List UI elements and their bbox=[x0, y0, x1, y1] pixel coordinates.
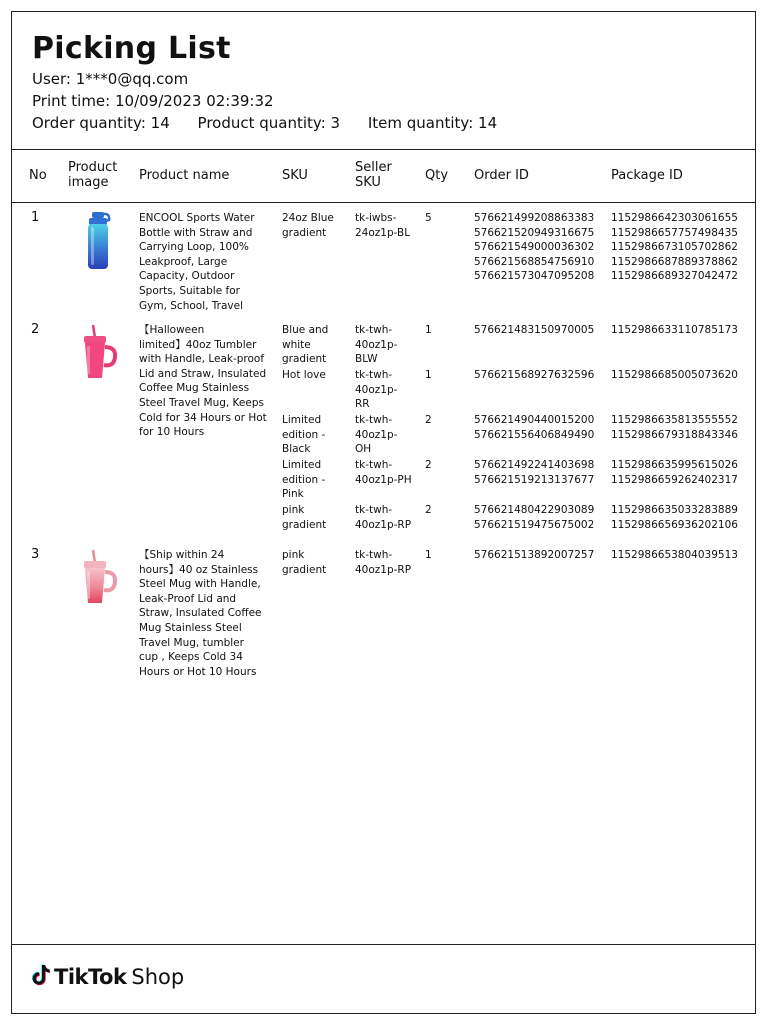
col-header-image-line1: Product bbox=[68, 160, 118, 175]
row-number: 2 bbox=[31, 322, 40, 337]
seller-sku-line: 40oz1p-PH bbox=[355, 473, 412, 486]
order-id: 576621568854756910 bbox=[474, 255, 595, 268]
seller-sku-value bbox=[355, 503, 411, 532]
col-header-name: Product name bbox=[139, 168, 230, 183]
product-name-line: Gym, School, Travel bbox=[139, 299, 244, 312]
order-id-list bbox=[474, 458, 594, 487]
sku-line: Blue and bbox=[282, 324, 329, 336]
qty-value: 2 bbox=[425, 414, 432, 426]
col-header-package-id: Package ID bbox=[611, 168, 683, 183]
order-id-list bbox=[474, 211, 594, 284]
sku-value bbox=[282, 323, 328, 367]
order-id: 576621519475675002 bbox=[474, 518, 595, 531]
seller-sku-value bbox=[355, 413, 397, 457]
pink-gradient-tumbler-image bbox=[72, 548, 120, 608]
qty-value: 5 bbox=[425, 212, 432, 224]
sku-line: Black bbox=[282, 443, 311, 456]
package-id: 1152986679318843346 bbox=[611, 428, 738, 441]
order-id: 576621519213137677 bbox=[474, 473, 595, 486]
package-id: 1152986689327042472 bbox=[611, 270, 738, 283]
tiktok-wordmark: TikTok bbox=[54, 965, 127, 989]
seller-sku-line: tk-twh- bbox=[355, 549, 393, 561]
product-name-line: cup , Keeps Cold 34 bbox=[139, 651, 243, 664]
item-quantity: Item quantity: 14 bbox=[367, 114, 498, 132]
order-id: 576621490440015200 bbox=[474, 414, 595, 426]
product-name-line: 【Halloween bbox=[139, 324, 205, 336]
product-name-line: Travel Mug, tumbler bbox=[139, 636, 244, 649]
tiktok-shop-logo bbox=[32, 964, 184, 990]
col-header-seller-sku bbox=[355, 160, 392, 190]
package-id: 1152986635813555552 bbox=[611, 414, 738, 426]
order-id: 576621568927632596 bbox=[474, 369, 595, 381]
order-id: 576621513892007257 bbox=[474, 549, 595, 561]
seller-sku-value bbox=[355, 323, 397, 367]
picking-list-sheet bbox=[11, 11, 756, 1014]
package-id: 1152986633110785173 bbox=[611, 324, 738, 336]
product-name-line: Sports, Suitable for bbox=[139, 284, 240, 297]
order-quantity: Order quantity: 14 bbox=[32, 114, 170, 132]
package-id-list bbox=[611, 458, 738, 487]
qty-value: 1 bbox=[425, 549, 432, 561]
seller-sku-line: 24oz1p-BL bbox=[355, 226, 411, 239]
sku-line: gradient bbox=[282, 353, 327, 366]
seller-sku-line: tk-twh- bbox=[355, 324, 393, 336]
qty-value: 1 bbox=[425, 369, 432, 381]
product-name-line: with Handle, Leak-proof bbox=[139, 353, 265, 366]
product-name-line: Leak-Proof Lid and bbox=[139, 592, 237, 605]
seller-sku-line: tk-twh- bbox=[355, 414, 393, 426]
sku-value bbox=[282, 548, 326, 577]
seller-sku-value bbox=[355, 458, 412, 487]
pink-tumbler-image bbox=[72, 323, 120, 383]
shop-wordmark: Shop bbox=[131, 965, 185, 989]
sku-line: pink bbox=[282, 504, 305, 516]
package-id: 1152986685005073620 bbox=[611, 369, 738, 381]
seller-sku-value bbox=[355, 548, 411, 577]
package-id: 1152986653804039513 bbox=[611, 549, 738, 561]
product-name-line: Mug Stainless Steel bbox=[139, 621, 242, 634]
qty-value: 2 bbox=[425, 459, 432, 471]
sku-value: Hot love bbox=[282, 369, 326, 381]
order-id: 576621483150970005 bbox=[474, 324, 595, 336]
order-id: 576621492241403698 bbox=[474, 459, 595, 471]
package-id: 1152986657757498435 bbox=[611, 226, 738, 239]
product-name-line: Lid and Straw, Insulated bbox=[139, 367, 267, 380]
row-number: 1 bbox=[31, 210, 40, 225]
package-id: 1152986687889378862 bbox=[611, 255, 738, 268]
sku-value bbox=[282, 503, 326, 532]
product-name-line: Hours or Hot 10 Hours bbox=[139, 665, 257, 678]
quantity-summary bbox=[32, 112, 745, 134]
sku-line: white bbox=[282, 338, 311, 351]
seller-sku-line: tk-twh- bbox=[355, 504, 393, 516]
print-time-line: Print time: 10/09/2023 02:39:32 bbox=[32, 92, 274, 110]
product-name-line: Coffee Mug Stainless bbox=[139, 382, 250, 395]
order-id: 576621499208863383 bbox=[474, 212, 595, 224]
sku-line: edition - bbox=[282, 473, 326, 486]
package-id: 1152986635033283889 bbox=[611, 504, 738, 516]
product-name-line: Carrying Loop, 100% bbox=[139, 241, 249, 254]
product-name-line: Cold for 34 Hours or Hot bbox=[139, 411, 267, 424]
seller-sku-line: 40oz1p-RP bbox=[355, 563, 412, 576]
col-header-sku: SKU bbox=[282, 168, 308, 183]
seller-sku-line: 40oz1p- bbox=[355, 383, 398, 396]
package-id-list bbox=[611, 413, 738, 442]
col-header-qty: Qty bbox=[425, 168, 449, 183]
col-header-seller-line1: Seller bbox=[355, 160, 392, 175]
order-id-list bbox=[474, 413, 594, 442]
table-header-border bbox=[12, 202, 755, 203]
package-id: 1152986656936202106 bbox=[611, 518, 738, 531]
product-name bbox=[139, 548, 274, 679]
seller-sku-line: RR bbox=[355, 398, 370, 411]
product-name bbox=[139, 323, 274, 440]
sku-line: edition - bbox=[282, 428, 326, 441]
seller-sku-line: 40oz1p-RP bbox=[355, 518, 412, 531]
row-number: 3 bbox=[31, 547, 40, 562]
package-id: 1152986642303061655 bbox=[611, 212, 738, 224]
user-line: User: 1***0@qq.com bbox=[32, 70, 189, 88]
qty-value: 1 bbox=[425, 324, 432, 336]
col-header-no: No bbox=[29, 168, 47, 183]
footer-divider bbox=[12, 944, 755, 945]
product-name-line: ENCOOL Sports Water bbox=[139, 212, 255, 224]
product-quantity: Product quantity: 3 bbox=[197, 114, 341, 132]
product-name-line: Straw, Insulated Coffee bbox=[139, 607, 262, 620]
seller-sku-line: tk-iwbs- bbox=[355, 212, 397, 224]
sku-line: Limited bbox=[282, 459, 322, 471]
product-name-line: Capacity, Outdoor bbox=[139, 270, 235, 283]
document-header bbox=[32, 30, 745, 134]
product-name-line: Leakproof, Large bbox=[139, 255, 228, 268]
seller-sku-line: tk-twh- bbox=[355, 459, 393, 471]
product-name-line: Steel Travel Mug, Keeps bbox=[139, 396, 264, 409]
product-name-line: Steel Mug with Handle, bbox=[139, 578, 261, 591]
product-name-line: 【Ship within 24 bbox=[139, 549, 225, 561]
sku-line: gradient bbox=[282, 226, 327, 239]
seller-sku-line: OH bbox=[355, 443, 372, 456]
sku-line: Pink bbox=[282, 488, 304, 501]
product-name-line: hours】40 oz Stainless bbox=[139, 563, 259, 576]
col-header-image-line2: image bbox=[68, 175, 109, 190]
tiktok-logo-icon bbox=[32, 964, 50, 990]
sku-line: 24oz Blue bbox=[282, 212, 334, 224]
order-id-list bbox=[474, 503, 594, 532]
seller-sku-line: tk-twh- bbox=[355, 369, 393, 381]
col-header-image bbox=[68, 160, 117, 190]
product-name-line: for 10 Hours bbox=[139, 426, 205, 439]
blue-water-bottle-image bbox=[72, 211, 120, 271]
sku-line: gradient bbox=[282, 518, 327, 531]
order-id: 576621549000036302 bbox=[474, 241, 595, 254]
order-id: 576621520949316675 bbox=[474, 226, 595, 239]
product-name-line: Bottle with Straw and bbox=[139, 226, 253, 239]
page-title: Picking List bbox=[32, 31, 231, 66]
col-header-order-id: Order ID bbox=[474, 168, 529, 183]
product-name-line: limited】40oz Tumbler bbox=[139, 338, 257, 351]
col-header-seller-line2: SKU bbox=[355, 175, 381, 190]
order-id: 576621480422903089 bbox=[474, 504, 595, 516]
sku-line: pink bbox=[282, 549, 305, 561]
seller-sku-line: 40oz1p- bbox=[355, 428, 398, 441]
sku-value bbox=[282, 413, 325, 457]
product-name bbox=[139, 211, 274, 313]
order-id: 576621573047095208 bbox=[474, 270, 595, 283]
package-id: 1152986673105702862 bbox=[611, 241, 738, 254]
seller-sku-line: 40oz1p- bbox=[355, 338, 398, 351]
sku-value bbox=[282, 211, 334, 240]
seller-sku-value bbox=[355, 211, 410, 240]
package-id-list bbox=[611, 503, 738, 532]
sku-line: Limited bbox=[282, 414, 322, 426]
package-id-list bbox=[611, 211, 738, 284]
qty-value: 2 bbox=[425, 504, 432, 516]
sku-line: gradient bbox=[282, 563, 327, 576]
package-id: 1152986635995615026 bbox=[611, 459, 738, 471]
order-id: 576621556406849490 bbox=[474, 428, 595, 441]
seller-sku-line: BLW bbox=[355, 353, 378, 366]
seller-sku-value bbox=[355, 368, 397, 412]
sku-value bbox=[282, 458, 325, 502]
package-id: 1152986659262402317 bbox=[611, 473, 738, 486]
table-top-border bbox=[12, 149, 755, 150]
